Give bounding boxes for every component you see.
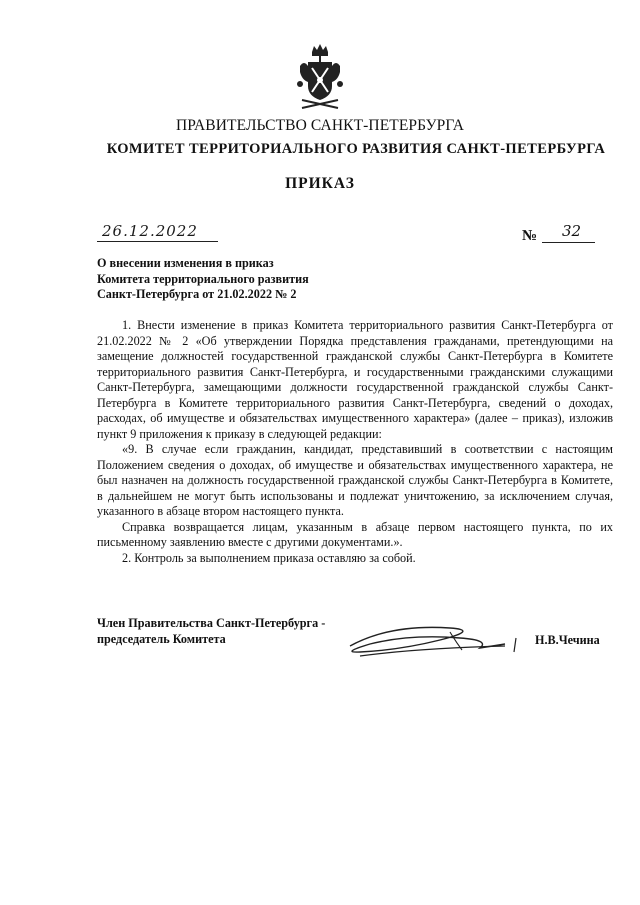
order-number-field: [542, 222, 595, 243]
order-number-label: №: [522, 228, 538, 244]
order-body: [97, 318, 613, 566]
handwritten-signature: [330, 618, 530, 668]
body-paragraph: 2. Контроль за выполнением приказа оставляю за собой.: [122, 550, 416, 565]
order-number: 32: [562, 222, 582, 240]
document-type: ПРИКАЗ: [285, 175, 355, 192]
body-paragraph: Справка возвращается лицам, указанным в абзаце первом настоящего пункта, по их письменному заявлению вместе с другими документами.».: [97, 519, 613, 549]
order-subject: [97, 256, 427, 303]
signatory-name: Н.В.Чечина: [535, 633, 600, 647]
committee-title: КОМИТЕТ ТЕРРИТОРИАЛЬНОГО РАЗВИТИЯ САНКТ-ПЕТЕРБУРГА: [106, 141, 606, 157]
subject-line: Санкт-Петербурга от 21.02.2022 № 2: [97, 287, 297, 301]
subject-line: О внесении изменения в приказ: [97, 256, 274, 270]
body-paragraph: 1. Внести изменение в приказ Комитета территориального развития Санкт-Петербурга от 21.02.2022 № 2 «Об утверждении Порядка представления гражданами, претендующими на замещение должностей государственной гражданской службы Санкт-Петербурга в Комитете территориального развития Санкт-Петербурга, и государственными гражданскими служащими Санкт-Петербурга, замещающими должности государственной гражданской службы Санкт-Петербурга в Комитете территориального развития Санкт-Петербурга, сведений о доходах, расходах, об имуществе и обязательствах имущественного характера» (далее – приказ), изложив пункт 9 приложения к приказу в следующей редакции:: [97, 318, 613, 441]
order-date-field: [97, 223, 218, 242]
position-line: председатель Комитета: [97, 631, 226, 646]
body-paragraph: «9. В случае если гражданин, кандидат, представивший в соответствии с настоящим Положением сведения о доходах, об имуществе и обязательствах имущественного характера, не был назначен на должность государственной гражданской службы Санкт-Петербурга в Комитете, в дальнейшем не могут быть использованы и подлежат уничтожению, за исключением случая, указанного в абзаце втором настоящего пункта.: [97, 442, 613, 518]
government-title: ПРАВИТЕЛЬСТВО САНКТ-ПЕТЕРБУРГА: [175, 117, 465, 134]
coat-of-arms-icon: [296, 42, 344, 112]
position-line: Член Правительства Санкт-Петербурга -: [97, 616, 326, 630]
order-date: 26.12.2022: [102, 222, 198, 240]
subject-line: Комитета территориального развития: [97, 271, 309, 286]
